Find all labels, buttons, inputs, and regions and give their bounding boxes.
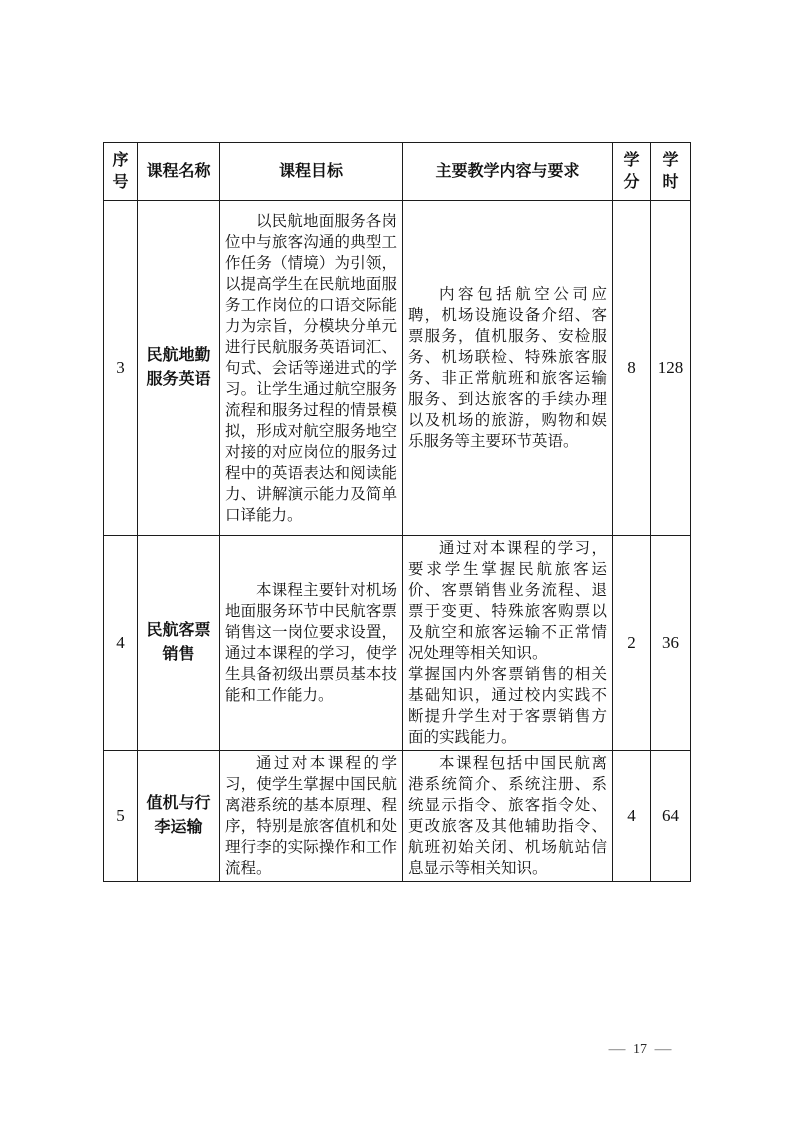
cell-course-objective [220,751,403,882]
cell-hours-value [651,751,691,882]
cell-row-number [104,536,138,751]
content-paragraph: 掌握国内外客票销售的相关基础知识，通过校内实践不断提升学生对于客票销售方面的实践能力。 [408,666,607,746]
cell-course-name [138,201,220,536]
credits-text: 4 [627,806,636,825]
content-paragraph: 内容包括航空公司应聘，机场设施设备介绍、客票服务，值机服务、安检服务、机场联检、特殊旅客服务、非正常航班和旅客运输服务、到达旅客的手续办理以及机场的旅游，购物和娱乐服务等主要环节英语。 [408,286,607,450]
header-no-label: 序号 [112,151,129,191]
header-credits-label: 学分 [623,151,640,191]
header-content-label: 主要教学内容与要求 [435,162,580,180]
hours-text: 128 [657,358,684,377]
table-row-course-4 [104,536,691,751]
row-number-text: 4 [116,633,125,652]
table-row-course-5 [104,751,691,882]
cell-credits-value [613,536,651,751]
header-course-name-label: 课程名称 [146,162,211,180]
cell-course-name [138,751,220,882]
header-cell-credits [613,143,651,201]
header-hours-label: 学时 [662,151,679,191]
header-cell-course-name [138,143,220,201]
header-cell-content [403,143,613,201]
credits-text: 2 [627,633,636,652]
footer-right-dash: — [654,1042,672,1057]
objective-paragraph: 以民航地面服务各岗位中与旅客沟通的典型工作任务（情境）为引领，以提高学生在民航地面服务工作岗位的口语交际能力为宗旨，分模块分单元进行民航服务英语词汇、句式、会话等递进式的学习。让学生通过航空服务流程和服务过程的情景模拟，形成对航空服务地空对接的对应岗位的服务过程中的英语表达和阅读能力、讲解演示能力及简单口译能力。 [225,212,397,524]
cell-hours-value [651,536,691,751]
course-table [103,142,691,882]
cell-course-objective [220,201,403,536]
cell-teaching-content [403,536,613,751]
objective-paragraph: 通过对本课程的学习，使学生掌握中国民航离港系统的基本原理、程序，特别是旅客值机和处理行李的实际操作和工作流程。 [225,755,397,877]
page-footer [590,1042,690,1058]
cell-teaching-content [403,201,613,536]
footer-left-dash: — [608,1042,626,1057]
cell-hours-value [651,201,691,536]
cell-teaching-content [403,751,613,882]
hours-text: 64 [662,806,679,825]
row-number-text: 3 [116,358,125,377]
table-header-row [104,143,691,201]
content-paragraph: 本课程包括中国民航离港系统简介、系统注册、系统显示指令、旅客指令处、更改旅客及其他辅助指令、航班初始关闭、机场航站信息显示等相关知识。 [408,755,607,877]
header-objective-label: 课程目标 [278,162,343,180]
row-number-text: 5 [116,806,125,825]
content-paragraph: 通过对本课程的学习，要求学生掌握民航旅客运价、客票销售业务流程、退票于变更、特殊旅客购票以及航空和旅客运输不正常情况处理等相关知识。 [408,540,607,662]
cell-course-objective [220,536,403,751]
table-row-course-3 [104,201,691,536]
course-name-text: 民航客票销售 [146,622,211,663]
objective-paragraph: 本课程主要针对机场地面服务环节中民航客票销售这一岗位要求设置，通过本课程的学习，使学生具备初级出票员基本技能和工作能力。 [225,582,397,704]
header-cell-objective [220,143,403,201]
hours-text: 36 [662,633,679,652]
page-number: 17 [633,1042,647,1057]
cell-course-name [138,536,220,751]
course-name-text: 值机与行李运输 [146,795,211,836]
cell-row-number [104,751,138,882]
credits-text: 8 [627,358,636,377]
cell-row-number [104,201,138,536]
header-cell-no [104,143,138,201]
course-name-text: 民航地勤服务英语 [146,347,211,388]
header-cell-hours [651,143,691,201]
cell-credits-value [613,751,651,882]
cell-credits-value [613,201,651,536]
